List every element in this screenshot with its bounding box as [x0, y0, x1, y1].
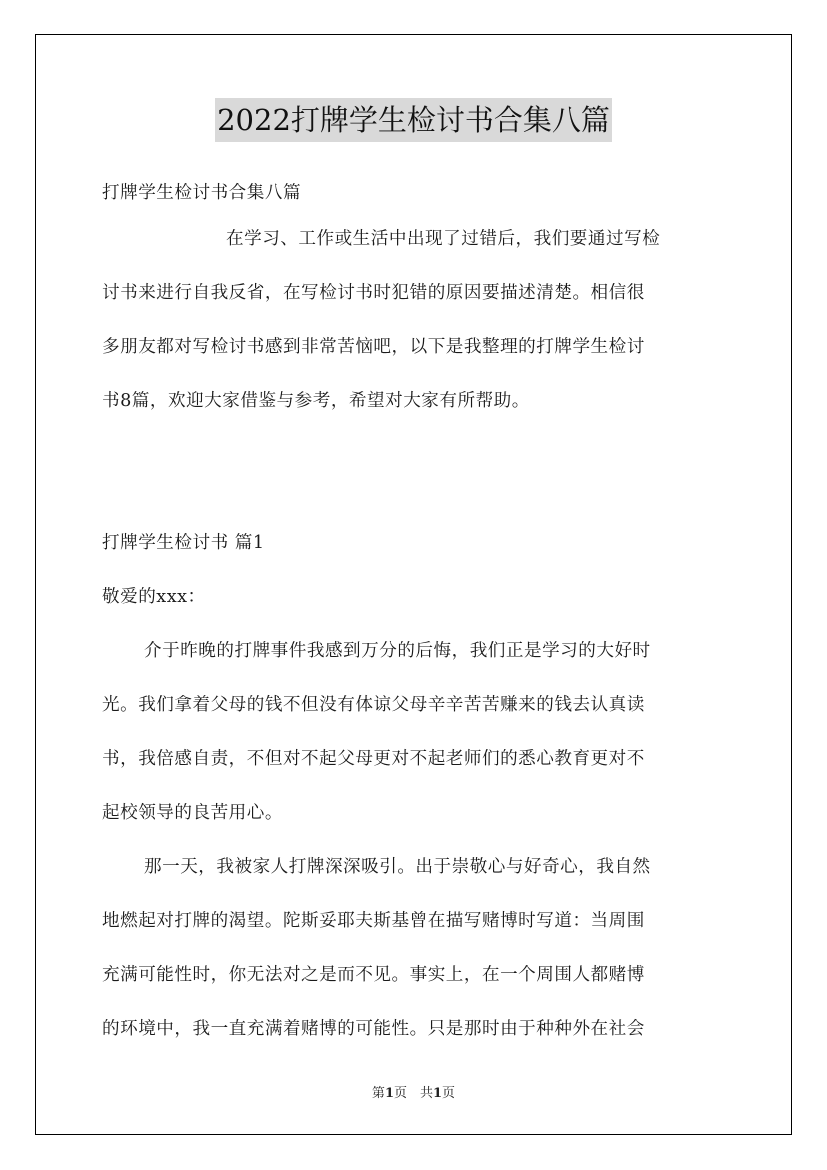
paragraph2-line: 充满可能性时，你无法对之是而不见。事实上，在一个周围人都赌博: [102, 965, 645, 985]
footer-page-number: 1: [384, 1086, 394, 1101]
paragraph1-line: 起校领导的良苦用心。: [102, 803, 283, 823]
paragraph1-line: 光。我们拿着父母的钱不但没有体谅父母辛辛苦苦赚来的钱去认真读: [102, 695, 645, 715]
intro-line: 书8篇，欢迎大家借鉴与参考，希望对大家有所帮助。: [102, 391, 530, 411]
paragraph2-line: 那一天，我被家人打牌深深吸引。出于崇敬心与好奇心，我自然: [144, 857, 651, 877]
paragraph1-line: 书，我倍感自责，不但对不起父母更对不起老师们的悉心教育更对不: [102, 749, 645, 769]
footer-page-mid: 页 共: [393, 1086, 433, 1101]
footer-page-total: 1: [433, 1086, 443, 1101]
document-title: 2022打牌学生检讨书合集八篇: [215, 98, 612, 142]
intro-line: 多朋友都对写检讨书感到非常苦恼吧，以下是我整理的打牌学生检讨: [102, 337, 645, 357]
salutation: 敬爱的xxx：: [102, 587, 206, 607]
paragraph2-line: 的环境中，我一直充满着赌博的可能性。只是那时由于种种外在社会: [102, 1019, 645, 1039]
paragraph1-line: 介于昨晚的打牌事件我感到万分的后悔，我们正是学习的大好时: [144, 641, 651, 661]
spacer: [102, 438, 730, 526]
document-subtitle: 打牌学生检讨书合集八篇: [102, 183, 302, 203]
page-footer: [0, 1082, 827, 1101]
footer-page-suffix: 页: [442, 1086, 456, 1101]
document-title-container: [0, 98, 827, 142]
document-body: [102, 176, 730, 1066]
paragraph2-line: 地燃起对打牌的渴望。陀斯妥耶夫斯基曾在描写赌博时写道：当周围: [102, 911, 645, 931]
section-heading: 打牌学生检讨书 篇1: [102, 533, 265, 553]
intro-line: 讨书来进行自我反省，在写检讨书时犯错的原因要描述清楚。相信很: [102, 283, 645, 303]
footer-page-prefix: 第: [371, 1086, 385, 1101]
intro-line: 在学习、工作或生活中出现了过错后，我们要通过写检: [226, 229, 661, 249]
